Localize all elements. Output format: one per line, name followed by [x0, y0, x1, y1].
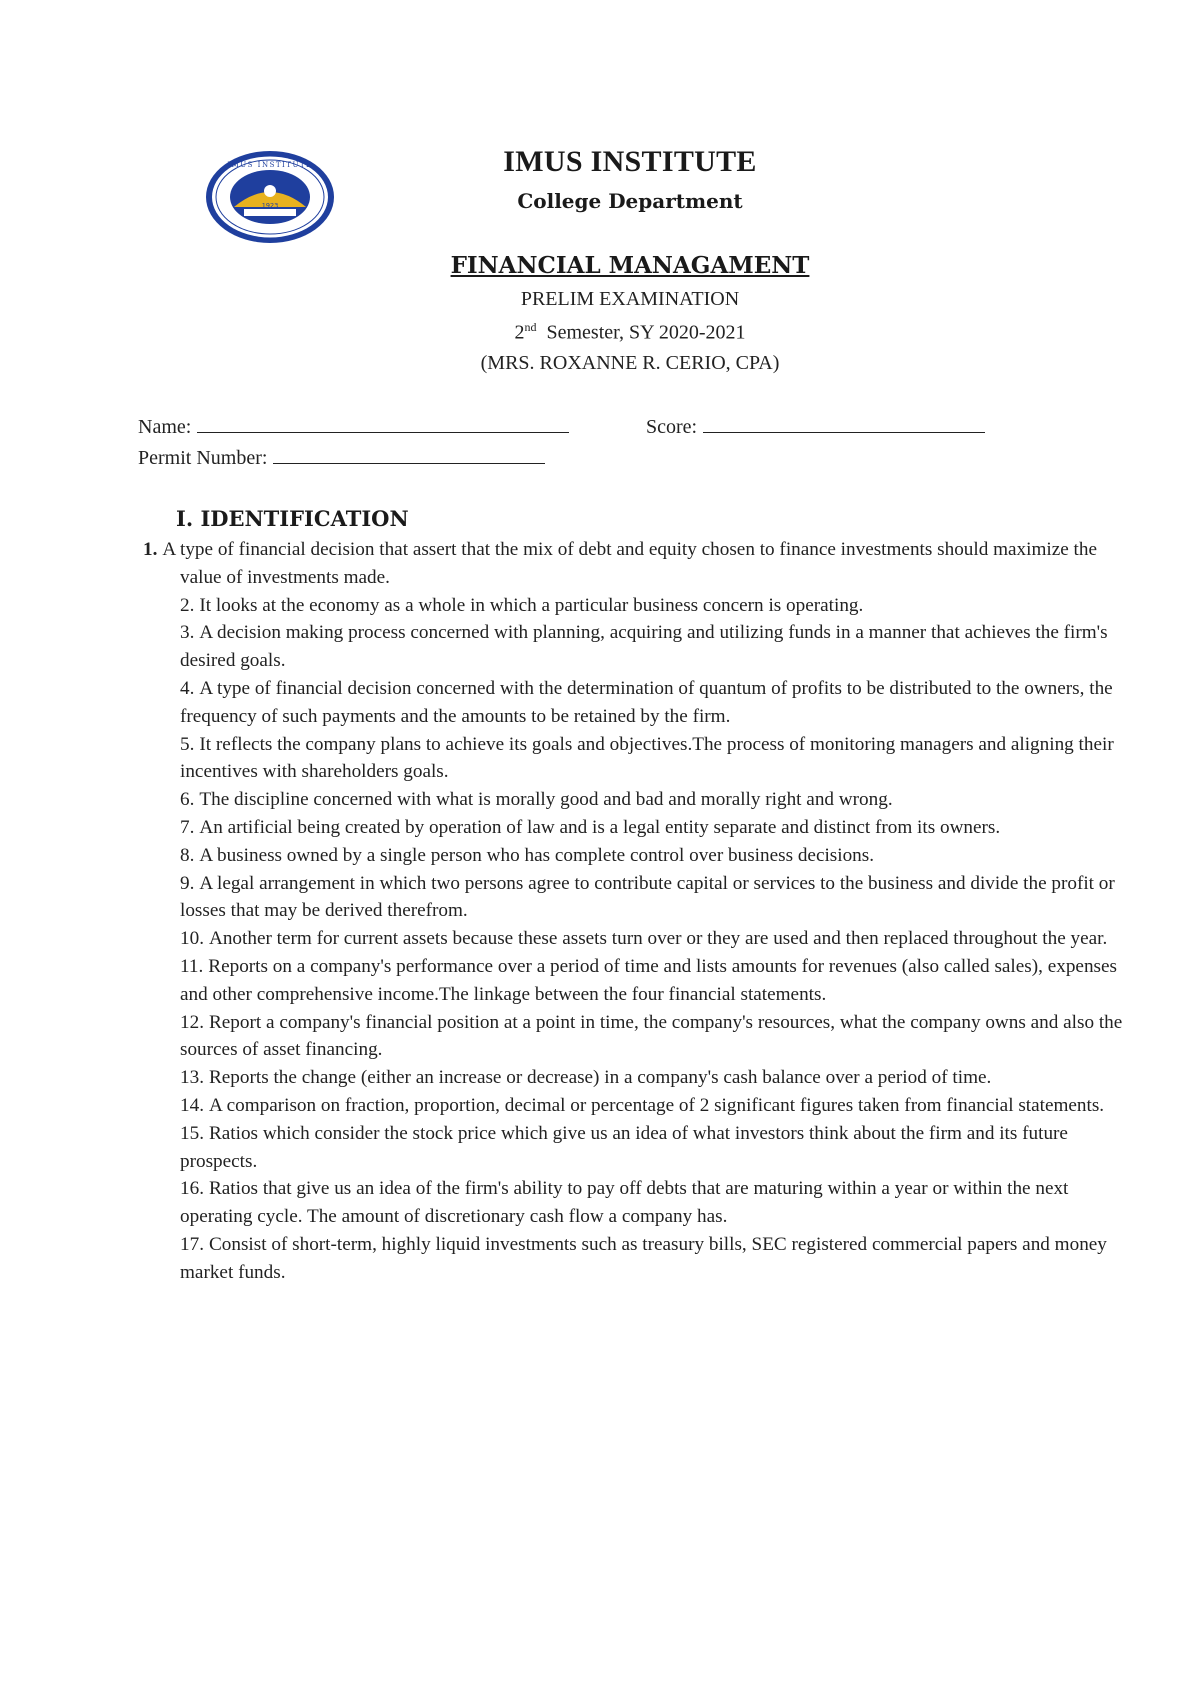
section-title: I. IDENTIFICATION [176, 506, 409, 531]
question-list [143, 536, 1123, 1287]
question-number: 11. [180, 955, 204, 977]
question-text: The discipline concerned with what is morally good and bad and morally right and wrong. [199, 789, 893, 811]
question-item [143, 1175, 1123, 1231]
name-field [138, 414, 569, 439]
name-blank-line[interactable] [197, 414, 569, 433]
semester-line [0, 320, 1200, 345]
name-label: Name: [138, 416, 192, 438]
question-item [143, 1009, 1123, 1065]
permit-label: Permit Number: [138, 447, 268, 469]
question-number: 12. [180, 1011, 204, 1033]
semester-ordinal: 2 [514, 321, 525, 344]
question-text: A type of financial decision that assert that the mix of debt and equity chosen to finance investments should maximize the value of investments made. [162, 539, 1098, 588]
question-text: An artificial being created by operation of law and is a legal entity separate and distinct from its owners. [199, 816, 1001, 838]
question-number: 10. [180, 928, 204, 950]
question-item [143, 925, 1123, 953]
institution-name: IMUS INSTITUTE [503, 145, 757, 178]
course-title: FINANCIAL MANAGAMENT [450, 252, 810, 279]
question-number: 8. [180, 844, 195, 866]
question-number: 5. [180, 733, 195, 755]
question-number: 6. [180, 789, 195, 811]
question-item [143, 814, 1123, 842]
exam-type: PRELIM EXAMINATION [520, 288, 740, 310]
question-text: A type of financial decision concerned with the determination of quantum of profits to be distributed to the owners, the frequency of such payments and the amounts to be retained by the firm. [180, 677, 1113, 727]
svg-text:IMUS INSTITUTE: IMUS INSTITUTE [227, 161, 313, 169]
question-number: 14. [180, 1094, 204, 1116]
question-number: 15. [180, 1122, 204, 1144]
question-item [143, 786, 1123, 814]
question-item [143, 842, 1123, 870]
question-text: Report a company's financial position at a point in time, the company's resources, what the company owns and also the sources of asset financing. [180, 1011, 1123, 1061]
question-item [143, 731, 1123, 787]
question-item [143, 1092, 1123, 1120]
permit-blank-line[interactable] [273, 445, 545, 464]
question-item [143, 619, 1123, 675]
question-text: A business owned by a single person who has complete control over business decisions. [199, 844, 875, 866]
question-number: 9. [180, 872, 195, 894]
question-item [143, 592, 1123, 620]
score-label: Score: [646, 416, 698, 438]
question-text: It reflects the company plans to achieve its goals and objectives.The process of monitoring managers and aligning their incentives with shareholders goals. [180, 733, 1114, 783]
question-number: 4. [180, 677, 195, 699]
question-text: Reports the change (either an increase or decrease) in a company's cash balance over a period of time. [208, 1067, 992, 1089]
semester-suffix: nd [524, 320, 537, 334]
question-item [143, 1231, 1123, 1287]
score-field [646, 414, 985, 439]
question-item [143, 536, 1123, 592]
question-item [143, 1120, 1123, 1176]
question-number: 17. [180, 1233, 204, 1255]
question-number: 16. [180, 1178, 204, 1200]
question-text: Reports on a company's performance over a period of time and lists amounts for revenues (also called sales), expenses and other comprehensive income.The linkage between the four financial statements. [180, 955, 1117, 1005]
question-item [143, 953, 1123, 1009]
question-number: 3. [180, 622, 195, 644]
question-item [143, 870, 1123, 926]
permit-number-field [138, 445, 545, 470]
semester-rest: Semester, SY 2020-2021 [536, 321, 746, 344]
question-text: Another term for current assets because these assets turn over or they are used and then replaced throughout the year. [208, 928, 1108, 950]
svg-text:1923: 1923 [261, 201, 279, 210]
question-text: It looks at the economy as a whole in which a particular business concern is operating. [199, 594, 864, 616]
question-number: 13. [180, 1067, 204, 1089]
question-text: Ratios which consider the stock price which give us an idea of what investors think about the firm and its future prospects. [180, 1122, 1068, 1172]
question-text: A legal arrangement in which two persons agree to contribute capital or services to the business and divide the profit or losses that may be derived therefrom. [180, 872, 1115, 922]
question-item [143, 675, 1123, 731]
question-item [143, 1064, 1123, 1092]
question-number: 1. [143, 539, 158, 560]
question-number: 2. [180, 594, 195, 616]
professor-name: (MRS. ROXANNE R. CERIO, CPA) [480, 352, 780, 374]
question-text: A comparison on fraction, proportion, decimal or percentage of 2 significant figures taken from financial statements. [208, 1094, 1105, 1116]
question-text: Ratios that give us an idea of the firm's ability to pay off debts that are maturing within a year or within the next operating cycle. The amount of discretionary cash flow a company has. [180, 1178, 1069, 1228]
question-number: 7. [180, 816, 195, 838]
department-name: College Department [517, 189, 743, 213]
score-blank-line[interactable] [703, 414, 985, 433]
question-text: Consist of short-term, highly liquid investments such as treasury bills, SEC registered commercial papers and money market funds. [180, 1233, 1107, 1283]
question-text: A decision making process concerned with planning, acquiring and utilizing funds in a manner that achieves the firm's desired goals. [180, 622, 1108, 672]
